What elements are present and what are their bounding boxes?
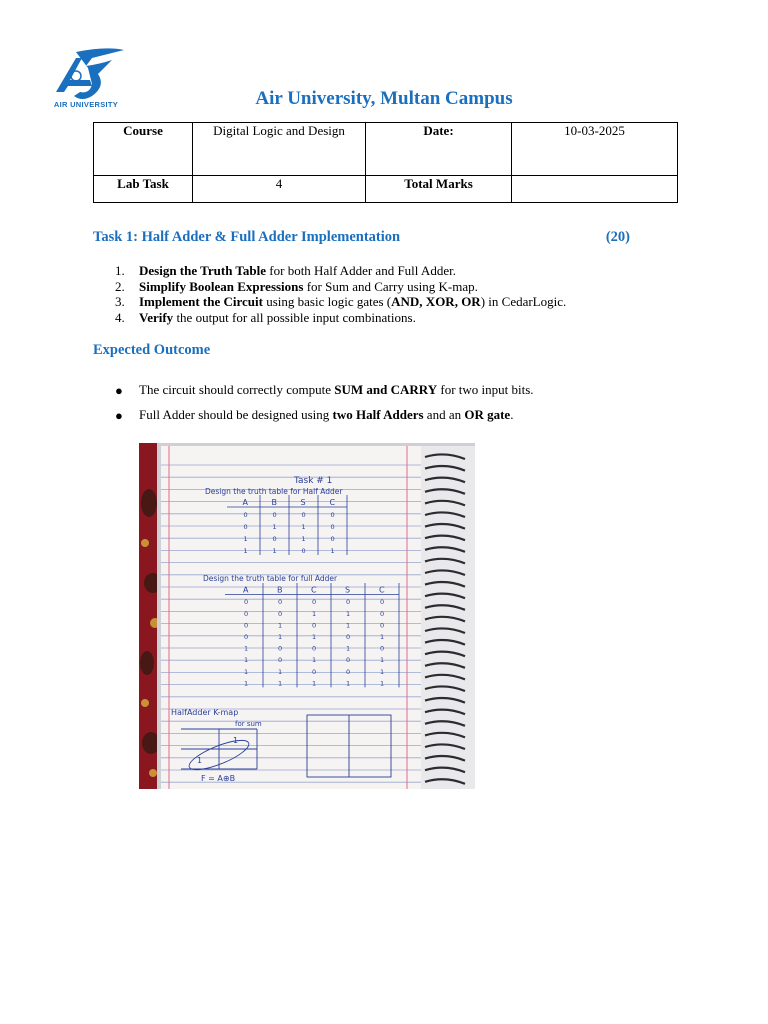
course-label: Course	[94, 123, 193, 176]
table-cell: 1	[243, 535, 248, 543]
table-cell: 0	[380, 644, 385, 653]
table-cell: 1	[278, 633, 283, 641]
table-cell: 0	[244, 621, 249, 630]
lab-task-label: Lab Task	[94, 176, 193, 203]
table-cell: 0	[346, 656, 351, 665]
table-cell: 1	[278, 679, 283, 688]
course-value: Digital Logic and Design	[193, 123, 366, 176]
table-cell: 0	[312, 621, 317, 630]
list-item: 3. Implement the Circuit using basic logic gates (AND, XOR, OR) in CedarLogic.	[115, 294, 567, 309]
kmap-formula: F = A⊕B	[201, 774, 236, 783]
table-cell: 1	[244, 644, 249, 653]
course-info-table	[93, 122, 678, 203]
table-cell: 1	[312, 679, 317, 688]
table-cell: 1	[346, 644, 351, 653]
table-cell: 1	[301, 523, 306, 531]
table-cell: 1	[301, 535, 306, 543]
table-cell: 1	[380, 667, 385, 676]
task-heading	[93, 229, 630, 246]
list-item: 2. Simplify Boolean Expressions for Sum and Carry using K-map.	[115, 278, 478, 294]
table-cell: 1	[380, 656, 385, 665]
half-adder-heading: Design the truth table for Half Adder	[205, 487, 343, 496]
table-cell: 0	[312, 644, 317, 653]
table-cell: 0	[243, 511, 248, 519]
table-header-cell: C	[379, 585, 385, 595]
table-cell: 0	[330, 511, 335, 519]
table-cell: 1	[346, 621, 351, 630]
date-value: 10-03-2025	[512, 123, 678, 176]
table-cell: 1	[272, 523, 277, 531]
table-cell: 1	[312, 609, 317, 618]
table-cell: 0	[301, 547, 306, 555]
notebook-photo	[139, 443, 475, 789]
table-cell: 0	[312, 598, 317, 607]
bullet-icon: ●	[115, 383, 123, 398]
table-cell: 1	[278, 621, 283, 630]
task-number: Task # 1	[294, 476, 333, 486]
table-cell: 0	[330, 535, 335, 543]
table-cell: 1	[278, 667, 283, 676]
table-cell: 0	[272, 535, 277, 543]
table-cell: 0	[380, 598, 385, 607]
total-marks-value	[512, 176, 678, 203]
table-cell: 0	[301, 511, 306, 519]
table-cell: 0	[380, 609, 385, 618]
full-adder-heading: Design the truth table for full Adder	[203, 574, 338, 583]
total-marks-label: Total Marks	[366, 176, 512, 203]
table-cell: 0	[272, 511, 277, 519]
table-cell: 0	[278, 609, 283, 618]
table-cell: 0	[346, 598, 351, 607]
task-title: Task 1: Half Adder & Full Adder Implementation	[93, 229, 401, 245]
table-cell: 1	[243, 547, 248, 555]
table-header-cell: A	[242, 498, 248, 507]
table-header-cell: B	[271, 498, 277, 507]
table-cell: 1	[380, 679, 385, 688]
table-cell: 0	[278, 656, 283, 665]
lab-task-value: 4	[193, 176, 366, 203]
table-cell: 0	[380, 621, 385, 630]
table-cell: 0	[346, 667, 351, 676]
bullet-icon: ●	[115, 408, 123, 423]
table-cell: 1	[244, 667, 249, 676]
expected-outcome-heading: Expected Outcome	[93, 342, 211, 358]
task-steps-list	[93, 263, 566, 325]
notebook-paper	[161, 446, 461, 789]
outcome-bullets	[93, 382, 534, 432]
table-header-cell: A	[243, 585, 249, 595]
table-cell: 1	[244, 679, 249, 688]
table-cell: 0	[330, 523, 335, 531]
table-header-cell: C	[329, 498, 336, 507]
table-header-cell: B	[277, 585, 283, 595]
table-header-cell: S	[345, 585, 351, 595]
table-cell: 0	[312, 667, 317, 676]
kmap-cell: 1	[197, 756, 203, 765]
list-item: ● The circuit should correctly compute SUM and CARRY for two input bits.	[115, 382, 534, 398]
logo-emblem	[71, 71, 81, 81]
table-cell: 0	[243, 523, 248, 531]
table-cell: 1	[312, 656, 317, 665]
table-cell: 1	[346, 679, 351, 688]
list-item: 4. Verify the output for all possible input combinations.	[115, 309, 416, 325]
kmap-cell: 1	[233, 736, 239, 745]
kmap-heading: HalfAdder K-map	[171, 708, 239, 717]
date-label: Date:	[366, 123, 512, 176]
table-cell: 1	[330, 547, 335, 555]
table-cell: 1	[244, 656, 249, 665]
kmap-subheading: for sum	[235, 720, 262, 728]
page-title: Air University, Multan Campus	[255, 88, 513, 109]
table-cell: 0	[346, 633, 351, 641]
list-item: 1. Design the Truth Table for both Half Adder and Full Adder.	[115, 263, 456, 278]
table-header-cell: C	[311, 585, 317, 595]
task-marks: (20)	[605, 229, 630, 245]
table-header-cell: S	[300, 498, 306, 507]
table-cell: 0	[278, 644, 283, 653]
table-cell: 1	[380, 633, 385, 641]
table-cell: 0	[244, 598, 249, 607]
table-cell: 1	[312, 633, 317, 641]
table-cell: 0	[278, 598, 283, 607]
table-cell: 1	[272, 547, 277, 555]
table-cell: 0	[244, 633, 249, 641]
list-item: ● Full Adder should be designed using two Half Adders and an OR gate.	[115, 407, 514, 423]
table-cell: 0	[244, 609, 249, 618]
logo-text: AIR UNIVERSITY	[53, 100, 119, 109]
table-cell: 1	[346, 609, 351, 618]
